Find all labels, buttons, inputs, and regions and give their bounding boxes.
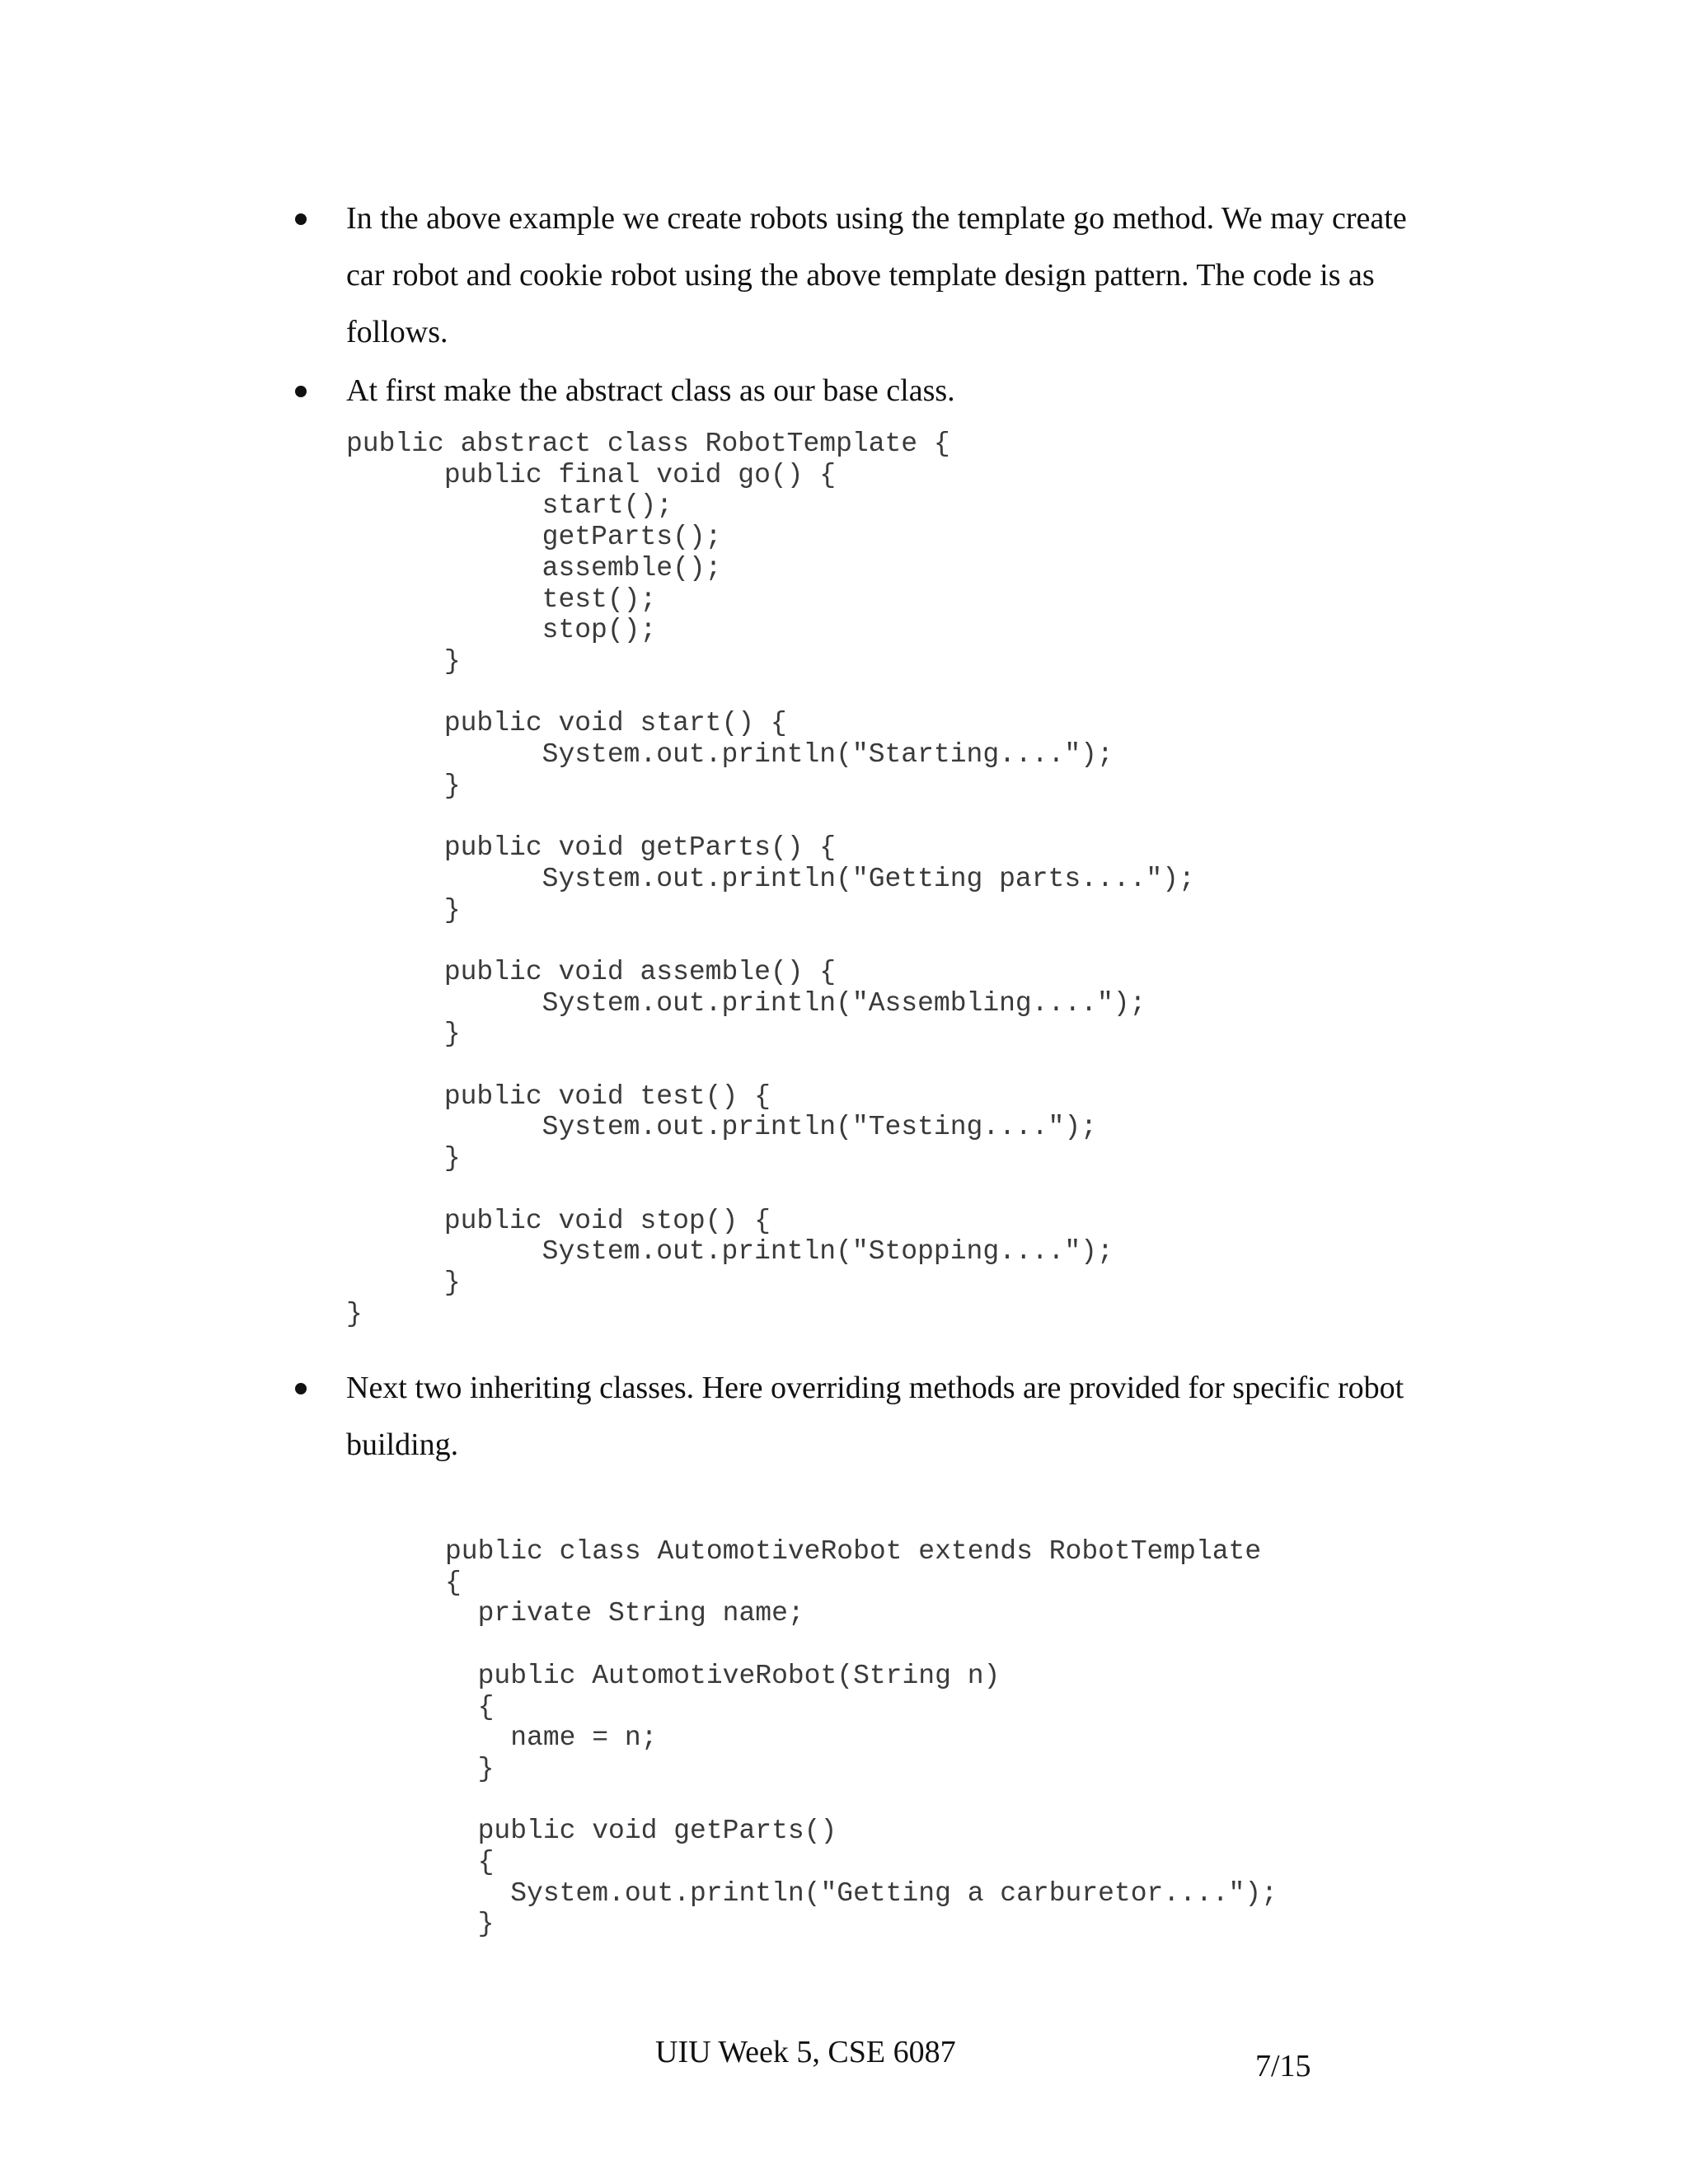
paragraph-abstract-base: At first make the abstract class as our base class.	[346, 373, 955, 408]
bullet-marker	[295, 386, 307, 397]
paragraph-inheriting-classes: Next two inheriting classes. Here overriding methods are provided for specific robot building.	[346, 1371, 1404, 1462]
paragraph-template-intro: In the above example we create robots using the template go method. We may create car robot and cookie robot using the above template design pattern. The code is as follows.	[346, 201, 1407, 349]
code-block-robot-template: public abstract class RobotTemplate { public final void go() { start(); getParts(); assemble(); test(); stop(); } public void start() { System.out.println("Starting...."); } public void getParts() { System.out.println("Getting parts...."); } public void assemble() { System.out.println("Assembling...."); } public void test() { System.out.println("Testing...."); } public void stop() { System.out.println("Stopping...."); } }	[346, 429, 1195, 1329]
bullet-marker	[295, 213, 307, 225]
code-block-automotive-robot: public class AutomotiveRobot extends RobotTemplate { private String name; public AutomotiveRobot(String n) { name = n; } public void getParts() { System.out.println("Getting a carburetor...."); }	[445, 1536, 1278, 1940]
bullet-marker	[295, 1383, 307, 1394]
page-number: 7/15	[1255, 2049, 1311, 2083]
footer-course: UIU Week 5, CSE 6087	[655, 2035, 956, 2069]
